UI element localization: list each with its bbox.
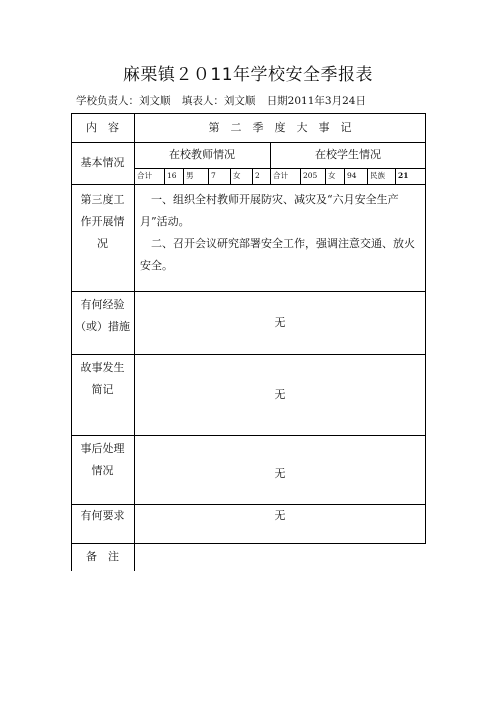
principal-field: 学校负责人：刘文顺 [76, 95, 171, 107]
handling-label-line: 情况 [91, 464, 114, 477]
header-events-label: 第 二 季 度 大 事 记 [208, 121, 352, 134]
accident-value: 无 [274, 388, 286, 401]
row-rule [71, 435, 426, 436]
teacher-female-label: 女 [233, 171, 241, 180]
experience-label [71, 294, 134, 338]
remarks-label: 备 注 [86, 550, 119, 563]
handling-label [71, 438, 134, 482]
students-header: 在校学生情况 [315, 148, 381, 161]
experience-label-line: （或）措施 [75, 320, 130, 333]
teacher-total-label: 合计 [137, 171, 152, 180]
experience-value: 无 [274, 316, 286, 329]
student-ethnic-value: 21 [398, 171, 409, 180]
requirements-label: 有何要求 [80, 509, 125, 522]
work-content [140, 189, 422, 277]
date-field: 日期2011年3月24日 [266, 95, 366, 107]
document-title: 麻栗镇２０11年学校安全季报表 [122, 65, 374, 85]
student-ethnic-label: 民族 [370, 171, 385, 180]
row-rule [71, 184, 426, 185]
student-female-label: 女 [328, 171, 336, 180]
basic-info-label: 基本情况 [80, 156, 125, 169]
report-meta [76, 93, 374, 108]
accident-label-line: 故事发生 [80, 361, 125, 374]
work-item: 一、组织全村教师开展防灾、减灾及“六月安全生产月”活动。 [140, 193, 399, 228]
teacher-total-value: 16 [167, 171, 177, 180]
work-label-line: 第三度工 [80, 193, 125, 206]
work-label-line: 作开展情 [80, 215, 125, 228]
work-label [71, 189, 134, 255]
experience-label-line: 有何经验 [80, 298, 125, 311]
teacher-female-value: 2 [255, 171, 260, 180]
student-female-value: 94 [347, 171, 357, 180]
accident-label-line: 简记 [91, 383, 114, 396]
report-table [71, 113, 426, 571]
student-total-label: 合计 [273, 171, 288, 180]
accident-label [71, 357, 134, 401]
student-total-value: 205 [303, 171, 318, 180]
teacher-male-value: 7 [211, 171, 216, 180]
work-label-line: 况 [97, 237, 108, 250]
handling-label-line: 事后处理 [80, 442, 125, 455]
filler-field: 填表人：刘文顺 [181, 95, 256, 107]
requirements-value: 无 [274, 509, 286, 522]
work-item: 二、召开会议研究部署安全工作，强调注意交通、放火安全。 [140, 237, 415, 272]
teachers-header: 在校教师情况 [169, 148, 235, 161]
handling-value: 无 [274, 467, 286, 480]
row-rule [134, 168, 426, 169]
teacher-male-label: 男 [186, 171, 194, 180]
header-content-label: 内 容 [86, 121, 119, 134]
